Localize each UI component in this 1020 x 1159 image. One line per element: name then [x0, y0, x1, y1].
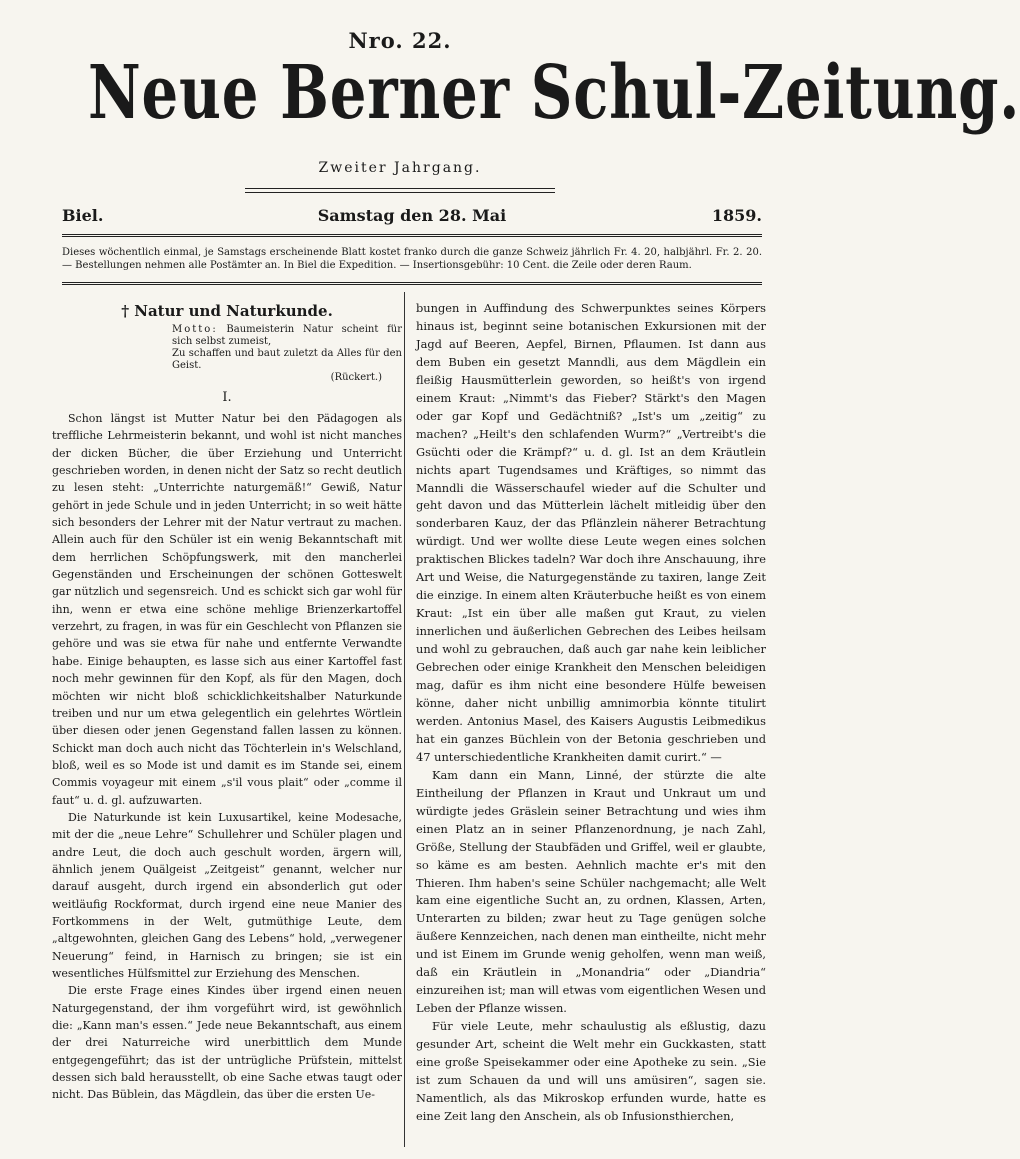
paragraph: bungen in Auffindung des Schwerpunktes seines Körpers hinaus ist, beginnt seine botanischen Exkursionen mit der Jagd auf Beeren, Aepfel, Birnen, Pflaumen. Ist dann aus dem Buben ein gesetzt Manndli, aus dem Mägdlein ein fleißig Hausmütterlein geworden, so heißt's von irgend einem Kraut: „Nimmt's das Fieber? Stärkt's den Magen oder gar Kopf und Gedächtniß? „Ist's um „zeitig“ zu machen? „Heilt's den schlafenden Wurm?“ „Vertreibt's die Gsüchti oder die Krämpf?“ u. d. gl. Ist an dem Kräutlein nichts apart Tugendsames und Kräftiges, so nimmt das Manndli die Wässerschaufel wieder auf die Schulter und geht davon und das Mütterlein lächelt mitleidig über den sonderbaren Kauz, der das Pflänzlein näherer Betrachtung würdigt. Und wer wollte diese Leute wegen eines solchen praktischen Blickes tadeln? War doch ihre Anschauung, ihre Art und Weise, die Naturgegenstände zu taxiren, lange Zeit die einzige. In einem alten Kräuterbuche heißt es von einem Kraut: „Ist ein über alle maßen gut Kraut, zu vielen innerlichen und äußerlichen Gebrechen des Leibes heilsam und wohl zu gebrauchen, daß auch gar nahe kein leiblicher Gebrechen oder einige Krankheit den Menschen beleidigen mag, dafür es ihm nicht eine besondere Hülfe beweisen könne, daher nicht unbillig amnimorbia könnte titulirt werden. Antonius Masel, des Kaisers Augustis Leibmedikus hat ein ganzes Büchlein von der Betonia geschrieben und 47 unterschiedentliche Krankheiten damit curirt.“ —: [416, 301, 766, 764]
subtitle: Zweiter Jahrgang.: [318, 160, 482, 176]
divider-rule: [245, 188, 555, 189]
subscription-notice: Dieses wöchentlich einmal, je Samstags erscheinende Blatt kostet franko durch die ganze Schweiz jährlich Fr. 4. 20, halbjährl. Fr. 2. 20. — Bestellungen nehmen alle Postämter an. In Biel die Expedition. — Insertionsgebühr: 10 Cent. die Zeile oder deren Raum.: [62, 247, 762, 271]
paragraph: Die erste Frage eines Kindes über irgend einen neuen Naturgegenstand, der ihm vorgeführt wird, ist gewöhnlich die: „Kann man's essen.“ Jede neue Bekanntschaft, aus einem der drei Naturreiche wird unerbittlich dem Munde entgegengeführt; das ist der untrügliche Prüfstein, mittelst dessen sich bald herausstellt, ob eine Sache etwas taugt oder nicht. Das Büblein, das Mägdlein, das über die ersten Ue-: [52, 984, 402, 1102]
dateline-year: 1859.: [711, 206, 762, 225]
motto-author: (Rückert.): [330, 372, 382, 383]
paragraph: Schon längst ist Mutter Natur bei den Pädagogen als treffliche Lehrmeisterin bekannt, und wohl ist nicht manches der dicken Bücher, die über Erziehung und Unterricht geschrieben worden, in denen nicht der Satz so recht deutlich zu lesen steht: „Unterrichte naturgemäß!“ Gewiß, Natur gehört in jede Schule und in jeden Unterricht; in so weit hätte sich besonders der Lehrer mit der Natur vertraut zu machen. Allein auch für den Schüler ist ein wenig Bekanntschaft mit dem herrlichen Schöpfungswerk, mit den mancherlei Gegenständen und Erscheinungen der schönen Gotteswelt gar nützlich und segensreich. Und es schickt sich gar wohl für ihn, wenn er etwa eine schöne mehlige Brienzerkartoffel verzehrt, zu fragen, in was für ein Geschlecht von Pflanzen sie gehöre und was sie etwa für nahe und entfernte Verwandte habe. Einige behaupten, es lasse sich aus einer Kartoffel fast noch mehr gewinnen für den Kopf, als für den Magen, doch möchten wir nicht bloß schicklichkeitshalber Naturkunde treiben und nur um etwa gelegentlich ein gelehrtes Wörtlein über diesen oder jenen Gegenstand fallen lassen zu können. Schickt man doch auch nicht das Töchterlein in's Welschland, bloß, weil es so Mode ist und damit es im Stande sei, einem Commis voyageur mit einem „s'il vous plait“ oder „comme il faut“ u. d. gl. aufzuwarten.: [52, 412, 402, 807]
article-title: † Natur und Naturkunde.: [121, 302, 333, 320]
motto-line: Zu schaffen und baut zuletzt da Alles für den Geist.: [172, 348, 402, 371]
section-number: I.: [222, 390, 232, 405]
notice-rule: [62, 282, 762, 285]
header-rule: [62, 234, 762, 237]
motto: [172, 324, 402, 384]
motto-label: Motto:: [172, 324, 218, 335]
paragraph: Die Naturkunde ist kein Luxusartikel, keine Modesache, mit der die „neue Lehre“ Schullehrer und Schüler plagen und andre Leut, die doch auch geschult worden, ärgern will, ähnlich jenem Quälgeist „Zeitgeist“ genannt, welcher nur darauf ausgeht, durch irgend ein absonderlich gut oder weitläufig Rockformat, durch irgend eine neue Manier des Fortkommens in der Welt, gutmüthige Leute, dem „altgewohnten, gleichen Gang des Lebens“ hold, „verwegener Neuerung“ feind, in Harnisch zu bringen; sie ist ein wesentliches Hülfsmittel zur Erziehung des Menschen.: [52, 810, 402, 980]
left-column: [52, 300, 402, 1104]
issue-number: Nro. 22.: [348, 28, 452, 53]
divider-rule: [245, 192, 555, 193]
dateline-place: Biel.: [62, 206, 104, 225]
paragraph: Kam dann ein Mann, Linné, der stürzte die alte Eintheilung der Pflanzen in Kraut und Unkraut um und würdigte jedes Gräslein seiner Betrachtung und wies ihm einen Platz an in seiner Pflanzenordnung, je nach Zahl, Größe, Stellung der Staubfäden und Griffel, weil er glaubte, so käme es am besten. Aehnlich machte er's mit den Thieren. Ihm haben's seine Schüler nachgemacht; alle Welt kam eine eigentliche Sucht an, zu ordnen, Klassen, Arten, Unterarten zu bilden; zwar heut zu Tage genügen solche äußere Kennzeichen, nach denen man eintheilte, nicht mehr und ist Einem im Grunde wenig geholfen, wenn man weiß, daß ein Kräutlein in „Monandria“ oder „Diandria“ einzureihen ist; man will etwas vom eigentlichen Wesen und Leben der Pflanze wissen.: [416, 767, 766, 1016]
right-column: [416, 300, 766, 1126]
dateline-date: Samstag den 28. Mai: [317, 206, 507, 225]
masthead-title: Neue Berner Schul-Zeitung.: [88, 50, 1020, 136]
motto-line: Baumeisterin Natur scheint für sich selbst zumeist,: [172, 324, 402, 347]
column-divider: [404, 292, 405, 1147]
paragraph: Für viele Leute, mehr schaulustig als eßlustig, dazu gesunder Art, scheint die Welt mehr ein Guckkasten, statt eine große Speisekammer oder eine Apotheke zu sein. „Sie ist zum Schauen da und will uns amüsiren“, sagen sie. Namentlich, als das Mikroskop erfunden wurde, hatte es eine Zeit lang den Anschein, als ob Infusionsthierchen,: [416, 1019, 766, 1123]
dateline: [62, 206, 762, 228]
